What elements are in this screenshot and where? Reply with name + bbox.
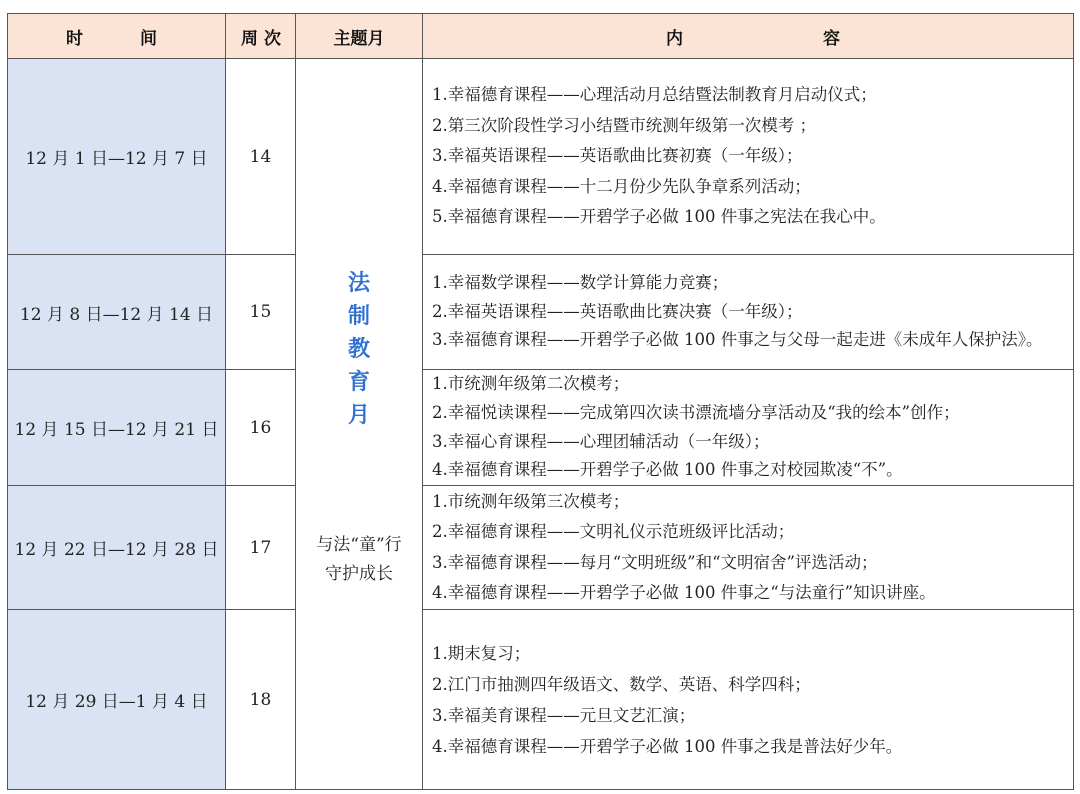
list-item: 2.江门市抽测四年级语文、数学、英语、科学四科； [432, 674, 811, 694]
list-item: 2.第三次阶段性学习小结暨市统测年级第一次模考 ； [432, 115, 816, 135]
schedule-table [7, 13, 1074, 790]
list-item: 3.幸福德育课程——每月“文明班级”和“文明宿舍”评选活动； [432, 552, 878, 572]
date-cell: 12 月 29 日—1 月 4 日 [8, 610, 226, 790]
list-item: 3.幸福德育课程——开碧学子必做 100 件事之与父母一起走进《未成年人保护法》。 [432, 330, 1043, 350]
theme-title: 法 制 教 育 月 [347, 271, 370, 428]
list-item: 2.幸福英语课程——英语歌曲比赛决赛（一年级）； [432, 301, 803, 321]
week-cell: 14 [226, 59, 296, 255]
list-item: 3.幸福心育课程——心理团辅活动（一年级）； [432, 431, 770, 451]
date-cell: 12 月 22 日—12 月 28 日 [8, 486, 226, 610]
list-item: 5.幸福德育课程——开碧学子必做 100 件事之宪法在我心中。 [432, 207, 886, 227]
list-item: 1.幸福德育课程——心理活动月总结暨法制教育月启动仪式； [432, 85, 877, 105]
theme-subtitle: 与法“童”行 守护成长 [316, 535, 402, 584]
list-item: 2.幸福德育课程——文明礼仪示范班级评比活动； [432, 522, 795, 542]
table-row [8, 370, 1074, 486]
list-item: 4.幸福德育课程——开碧学子必做 100 件事之对校园欺凌“不”。 [432, 460, 903, 480]
date-cell: 12 月 15 日—12 月 21 日 [8, 370, 226, 486]
content-cell [423, 370, 1074, 486]
list-item: 1.市统测年级第三次模考； [432, 491, 630, 511]
content-cell [423, 255, 1074, 370]
list-item: 1.市统测年级第二次模考； [432, 374, 630, 393]
content-cell [423, 59, 1074, 255]
list-item: 1.期末复习； [432, 643, 531, 663]
header-row [8, 14, 1074, 59]
list-item: 4.幸福德育课程——开碧学子必做 100 件事之我是普法好少年。 [432, 736, 903, 756]
list-item: 1.幸福数学课程——数学计算能力竞赛； [432, 272, 729, 292]
date-cell: 12 月 1 日—12 月 7 日 [8, 59, 226, 255]
table-row [8, 255, 1074, 370]
list-item: 2.幸福悦读课程——完成第四次读书漂流墙分享活动及“我的绘本”创作； [432, 402, 960, 422]
week-cell: 18 [226, 610, 296, 790]
theme-cell [296, 59, 423, 790]
list-item: 3.幸福美育课程——元旦文艺汇演； [432, 705, 696, 725]
content-cell [423, 610, 1074, 790]
table-row [8, 610, 1074, 790]
week-cell: 15 [226, 255, 296, 370]
table-row [8, 59, 1074, 255]
week-cell: 16 [226, 370, 296, 486]
header-content: 内 容 [423, 14, 1074, 59]
week-cell: 17 [226, 486, 296, 610]
header-week: 周 次 [226, 14, 296, 59]
content-cell [423, 486, 1074, 610]
list-item: 3.幸福英语课程——英语歌曲比赛初赛（一年级）； [432, 146, 803, 166]
header-time: 时 间 [8, 14, 226, 59]
table-row [8, 486, 1074, 610]
header-theme: 主题月 [296, 14, 423, 59]
list-item: 4.幸福德育课程——开碧学子必做 100 件事之“与法童行”知识讲座。 [432, 583, 936, 603]
list-item: 4.幸福德育课程——十二月份少先队争章系列活动； [432, 176, 811, 196]
date-cell: 12 月 8 日—12 月 14 日 [8, 255, 226, 370]
